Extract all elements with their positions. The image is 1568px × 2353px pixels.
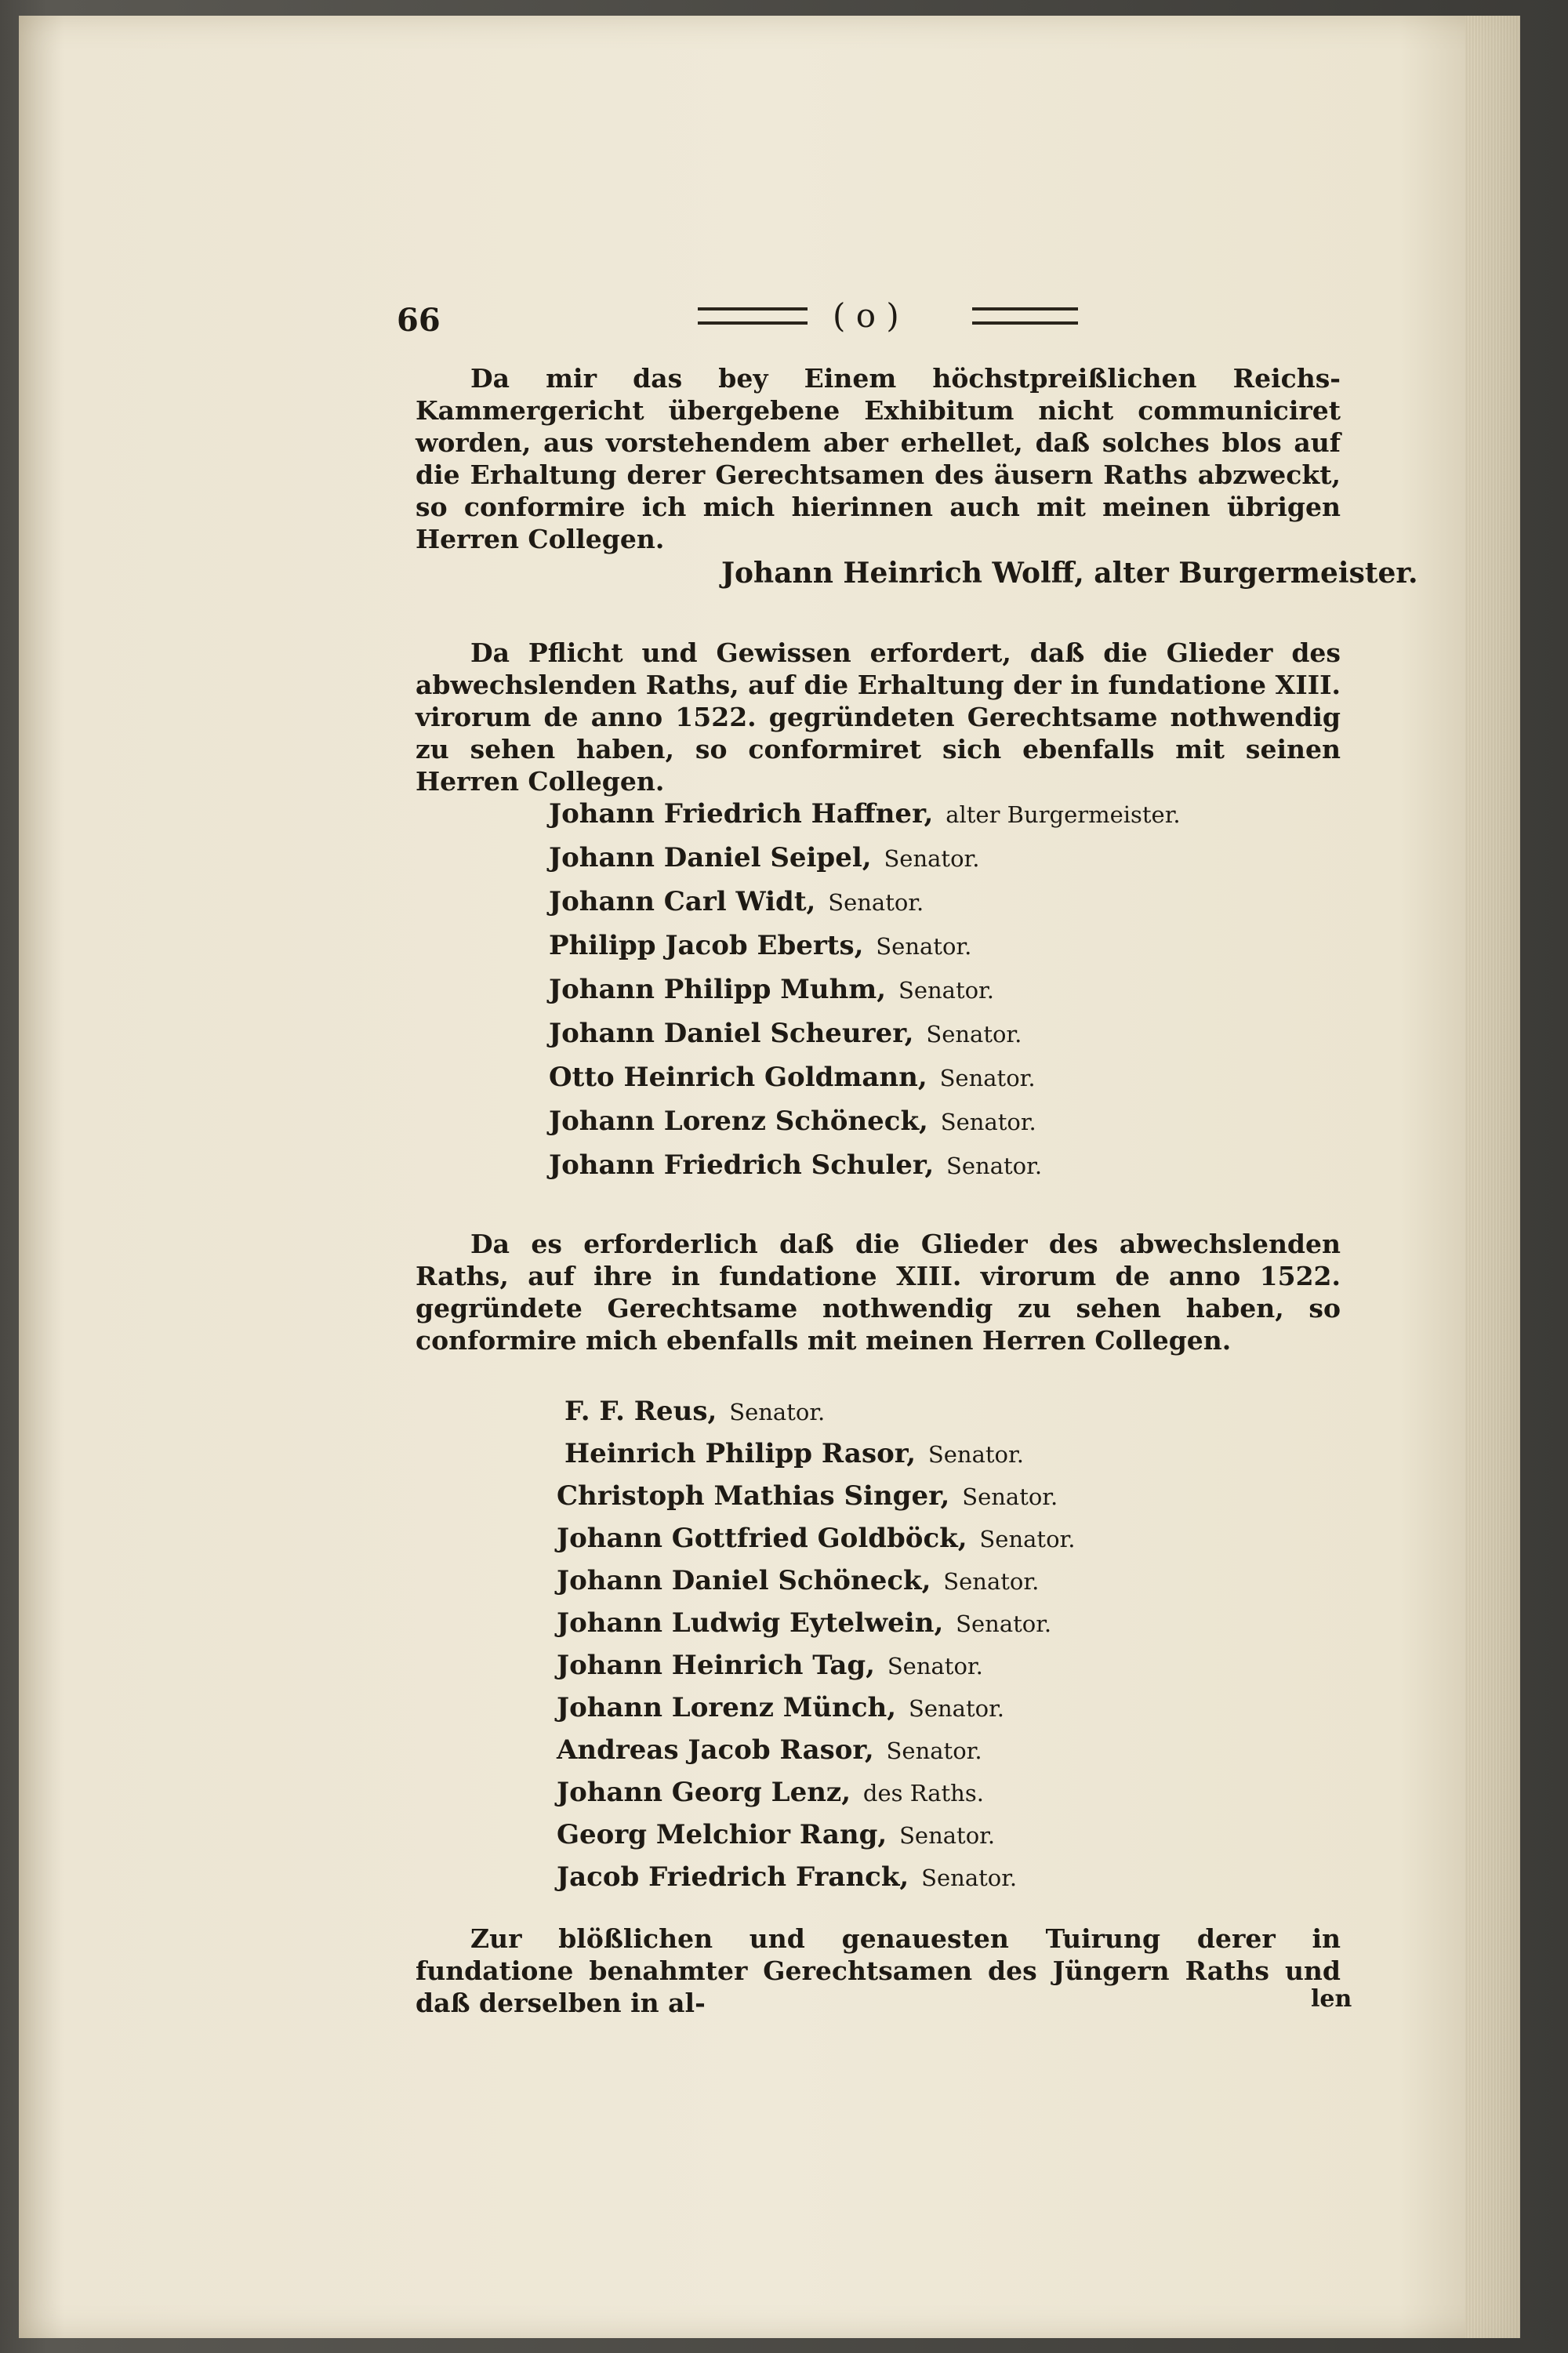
signer-row [549,886,924,917]
paragraph-4 [416,1923,1341,2019]
signer-row [549,842,979,873]
signer-name: Otto Heinrich Goldmann, [549,1062,927,1093]
page-number: 66 [397,302,441,339]
signer-role: Senator. [956,1610,1052,1637]
page-fore-edge [1465,16,1520,2338]
signer-role: Senator. [926,1021,1022,1048]
signer-role: Senator. [729,1399,826,1425]
paragraph-4-text: Zur blößlichen und genauesten Tuirung derer in fundatione benahmter Gerechtsamen des Jüngern Raths und daß derselben in al- [416,1923,1341,2018]
signer-role: Senator. [908,1695,1004,1722]
signer-name: Johann Daniel Schöneck, [557,1565,931,1596]
signer-role: des Raths. [862,1780,984,1807]
signer-row [564,1396,825,1427]
signer-role: Senator. [898,977,994,1004]
signer-name: Johann Lorenz Münch, [557,1692,897,1723]
paragraph-2 [416,637,1341,797]
paragraph-2-text: Da Pflicht und Gewissen erfordert, daß die Glieder des abwechslenden Raths, auf die Erhaltung der in fundatione XIII. virorum de anno 1522. gegründeten Gerechtsame nothwendig zu sehen haben, so conformiret sich ebenfalls mit seinen Herren Collegen. [416,637,1341,797]
signer-row [549,798,1181,830]
signer-role: Senator. [946,1153,1043,1179]
signer-row [557,1777,984,1808]
signer-row [549,1062,1036,1093]
paragraph-3 [416,1228,1341,1356]
signer-role: alter Burgermeister. [946,801,1181,828]
signer-row [557,1734,982,1766]
signer-row [557,1565,1039,1596]
signer-row [557,1692,1004,1723]
signer-row [557,1819,995,1850]
signer-role: Senator. [943,1568,1040,1595]
signer-role: Senator. [899,1822,996,1849]
header-rule-right [972,307,1078,325]
signer-name: Johann Daniel Scheurer, [549,1018,914,1049]
paragraph-1 [416,362,1341,555]
signer-name: Johann Ludwig Eytelwein, [557,1607,944,1639]
header-rule-left [698,307,808,325]
signer-name: Johann Philipp Muhm, [549,974,887,1005]
signer-name: Johann Friedrich Schuler, [549,1149,935,1181]
signer-row [557,1523,1075,1554]
signer-row [557,1607,1051,1639]
signer-role: Senator. [876,933,972,960]
signer-role: Senator. [962,1483,1058,1510]
signer-name: Andreas Jacob Rasor, [557,1734,874,1766]
signer-row [557,1480,1058,1512]
signer-row [549,1106,1036,1137]
paragraph-1-text: Da mir das bey Einem höchstpreißlichen Reichs-Kammergericht übergebene Exhibitum nicht communiciret worden, aus vorstehendem aber erhellet, daß solches blos auf die Erhaltung derer Gerechtsamen des äusern Raths abzweckt, so conformire ich mich hierinnen auch mit meinen übrigen Herren Collegen. [416,363,1341,554]
signer-row [549,1149,1042,1181]
signer-name: Johann Friedrich Haffner, [549,798,934,830]
catchword: len [1311,1985,1352,2013]
signer-role: Senator. [887,1653,983,1679]
signer-name: Johann Georg Lenz, [557,1777,851,1808]
signer-role: Senator. [979,1526,1076,1552]
signer-row [549,930,971,961]
header-mark: ( o ) [833,296,899,335]
signer-row [557,1861,1017,1893]
signer-role: Senator. [886,1738,982,1764]
signer-row [557,1650,983,1681]
signer-row [549,974,994,1005]
signer-name: Heinrich Philipp Rasor, [564,1438,916,1469]
signer-role: Senator. [927,1441,1024,1468]
signer-name: Johann Carl Widt, [549,886,816,917]
signer-name: Johann Daniel Seipel, [549,842,872,873]
signer-name: Johann Lorenz Schöneck, [549,1106,928,1137]
signer-name: Johann Heinrich Tag, [557,1650,875,1681]
paragraph-3-text: Da es erforderlich daß die Glieder des abwechslenden Raths, auf ihre in fundatione XIII. virorum de anno 1522. gegründete Gerechtsame nothwendig zu sehen haben, so conformire mich ebenfalls mit meinen Herren Collegen. [416,1229,1341,1356]
signer-role: Senator. [828,889,924,916]
signer-role: Senator. [940,1109,1036,1135]
signer-name: Christoph Mathias Singer, [557,1480,950,1512]
signer-role: Senator. [939,1065,1036,1091]
signer-role: Senator. [921,1865,1018,1891]
signer-name: Johann Gottfried Goldböck, [557,1523,967,1554]
signer-row [564,1438,1024,1469]
signer-role: Senator. [884,845,980,872]
signer-name: Jacob Friedrich Franck, [557,1861,909,1893]
signer-row [549,1018,1022,1049]
signer-name: F. F. Reus, [564,1396,717,1427]
signer-name: Georg Melchior Rang, [557,1819,887,1850]
signer-name: Philipp Jacob Eberts, [549,930,864,961]
signature-wolff: Johann Heinrich Wolff, alter Burgermeister. [721,557,1418,590]
